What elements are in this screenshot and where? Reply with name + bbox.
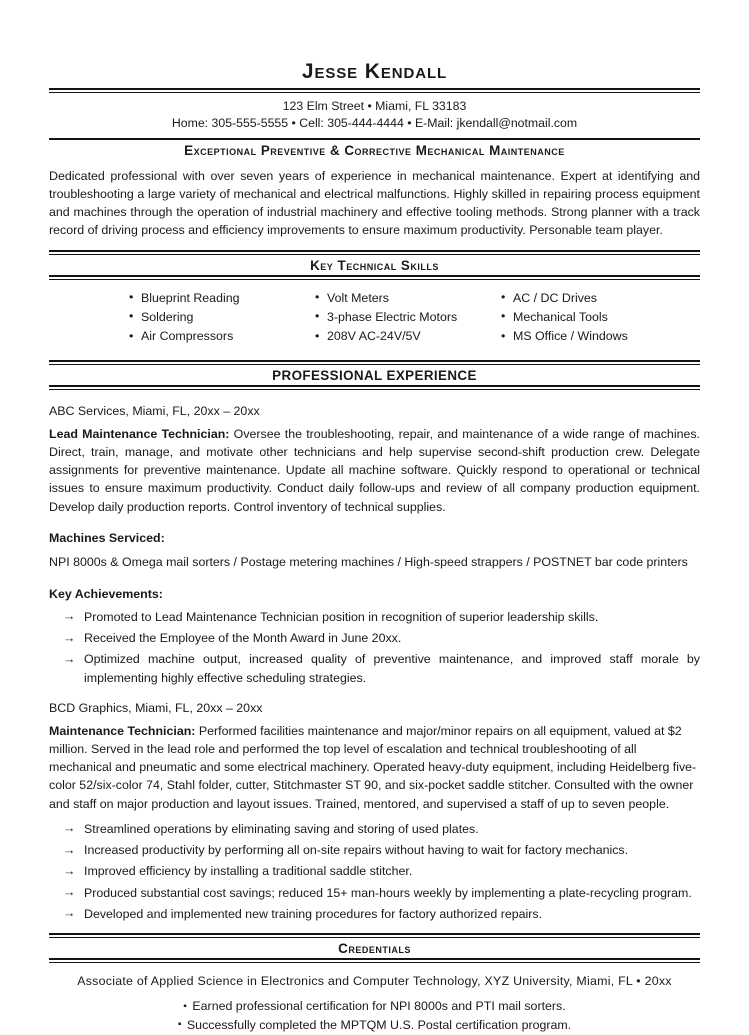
job-company-line: BCD Graphics, Miami, FL, 20xx – 20xx: [49, 700, 263, 715]
skill-item: • Soldering: [129, 308, 315, 327]
job-entry: [49, 404, 700, 687]
skills-column-3: [501, 289, 628, 347]
degree-line: Associate of Applied Science in Electronics and Computer Technology, XYZ University, Miami, FL • 20xx: [77, 974, 672, 989]
skill-item: • Blueprint Reading: [129, 289, 315, 308]
job-description: [49, 425, 700, 516]
address-line: 123 Elm Street • Miami, FL 33183: [282, 98, 467, 113]
phone-email-line: Home: 305-555-5555 • Cell: 305-444-4444 • E-Mail: jkendall@notmail.com: [171, 116, 578, 131]
job-entry: [49, 701, 700, 923]
job-title: Lead Maintenance Technician:: [49, 426, 230, 441]
experience-section: [49, 360, 700, 923]
achievements-list: [49, 820, 700, 923]
skills-column-2: [315, 289, 501, 347]
skill-item: • AC / DC Drives: [501, 289, 628, 308]
achievements-list: [49, 608, 700, 687]
skills-section: [49, 250, 700, 350]
achievement-item: → Optimized machine output, increased quality of preventive maintenance, and improved staff morale by implementing highly effective scheduling strategies.: [49, 650, 700, 686]
job-description-text: Oversee the troubleshooting, repair, and maintenance of a wide range of machines. Direct, train, manage, and motivate other technicians and help supervise second-shift production crew. Delegate assignments for preventive maintenance. Update all machine software. Quickly respond to operational or technical issues to ensure maximum productivity. Conduct daily follow-ups and review of all company production equipment. Develop daily production reports. Control inventory of technical supplies.: [49, 426, 700, 514]
job-title: Maintenance Technician:: [49, 723, 196, 738]
credential-item: ▪ Successfully completed the MPTQM U.S. Postal certification program.: [49, 1016, 700, 1035]
skills-columns: [49, 280, 700, 350]
skills-heading: Key Technical Skills: [310, 257, 439, 273]
achievement-item: → Produced substantial cost savings; reduced 15+ man-hours weekly by implementing a plate-recycling program.: [49, 884, 700, 902]
job-description: [49, 722, 700, 813]
key-achievements-heading: Key Achievements:: [49, 586, 163, 601]
achievement-item: → Developed and implemented new training procedures for factory authorized repairs.: [49, 905, 700, 923]
credential-item: ▪ Earned professional certification for NPI 8000s and PTI mail sorters.: [49, 997, 700, 1016]
skills-column-1: [129, 289, 315, 347]
experience-bottom-rule: [49, 385, 700, 390]
skill-item: • Volt Meters: [315, 289, 501, 308]
credentials-heading: Credentials: [338, 941, 411, 957]
credentials-section: [49, 933, 700, 1035]
machines-serviced-text: NPI 8000s & Omega mail sorters / Postage metering machines / High-speed strappers / POSTNET bar code printers: [49, 554, 688, 569]
skill-item: • MS Office / Windows: [501, 327, 628, 346]
credentials-list: [49, 997, 700, 1035]
skill-item: • Air Compressors: [129, 327, 315, 346]
candidate-name: Jesse Kendall: [301, 60, 448, 83]
achievement-item: → Increased productivity by performing all on-site repairs without having to wait for factory mechanics.: [49, 841, 700, 859]
skill-item: • 208V AC-24V/5V: [315, 327, 501, 346]
skill-item: • Mechanical Tools: [501, 308, 628, 327]
achievement-item: → Received the Employee of the Month Award in June 20xx.: [49, 629, 700, 647]
achievement-item: → Improved efficiency by installing a traditional saddle stitcher.: [49, 862, 700, 880]
summary-heading: Exceptional Preventive & Corrective Mechanical Maintenance: [184, 142, 565, 158]
skill-item: • 3-phase Electric Motors: [315, 308, 501, 327]
experience-heading: PROFESSIONAL EXPERIENCE: [272, 367, 477, 383]
contact-block: [49, 93, 700, 138]
achievement-item: → Promoted to Lead Maintenance Technician position in recognition of superior leadership skills.: [49, 608, 700, 626]
job-description-text: Performed facilities maintenance and major/minor repairs on all equipment, valued at $2 million. Served in the lead role and performed the top level of escalation and technical troubleshooting of all mechanical and pneumatic and some electrical machinery. Operated heavy-duty equipment, including Heidelberg five-color 52/six-color 74, Stahl folder, cutter, Stitchmaster ST 90, and six-pocket saddle stitcher. Consulted with the owner and staff on major production and layout issues. Trained, mentored, and supervised a staff of up to seven people.: [49, 723, 697, 811]
machines-serviced-heading: Machines Serviced:: [49, 530, 165, 545]
job-company-line: ABC Services, Miami, FL, 20xx – 20xx: [49, 403, 260, 418]
summary-text: Dedicated professional with over seven years of experience in mechanical maintenance. Expert at identifying and troubleshooting a large variety of mechanical and electrical malfunctions. Highly skilled in repairing process equipment and machines through the operation of industrial machinery and effective tooling methods. Strong planner with a track record of driving process and efficiency improvements to ensure maximum productivity. Personable team player.: [49, 168, 700, 238]
achievement-item: → Streamlined operations by eliminating saving and storing of used plates.: [49, 820, 700, 838]
